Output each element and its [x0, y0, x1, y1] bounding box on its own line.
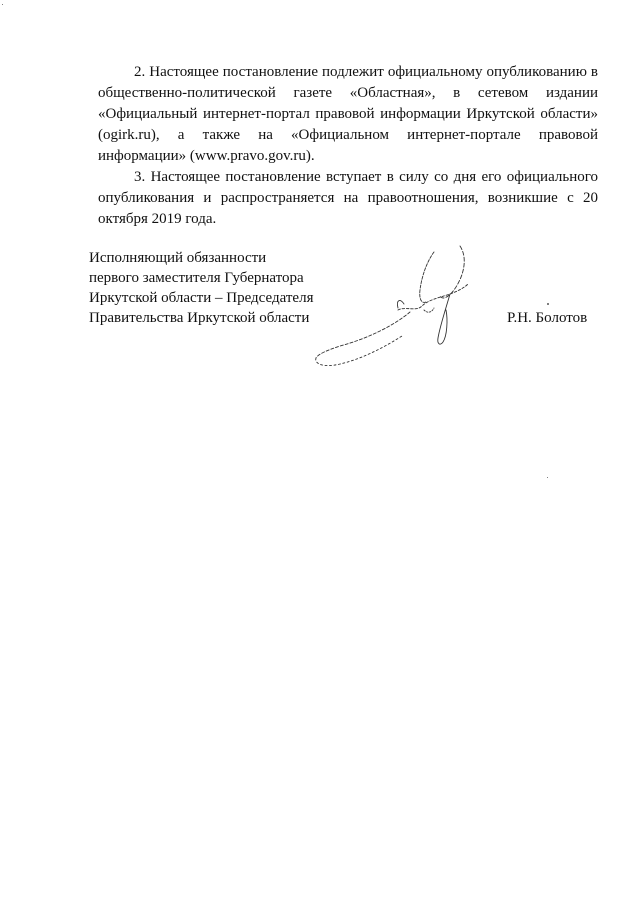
signatory-title — [89, 248, 313, 328]
scan-speck — [547, 477, 548, 478]
signatory-title-line: Иркутской области – Председателя — [89, 290, 314, 306]
paragraph-publication: 2. Настоящее постановление подлежит официальному опубликованию в общественно-политической газете «Областная», в сетевом издании «Официальный интернет-портал правовой информации Иркутской области» (ogirk.ru), а также на «Официальном интернет-портале правовой информации» (www.pravo.gov.ru). — [98, 64, 598, 164]
paragraph-effective-date: 3. Настоящее постановление вступает в силу со дня его официального опубликования и распространяется на правоотношения, возникшие с 20 октября 2019 года. — [98, 169, 598, 227]
signatory-title-line: Исполняющий обязанности — [89, 250, 267, 266]
signatory-title-line: Правительства Иркутской области — [89, 310, 310, 326]
scan-speck — [2, 4, 3, 5]
signatory-name: Р.Н. Болотов — [507, 310, 588, 326]
signatory-title-line: первого заместителя Губернатора — [89, 270, 304, 286]
scan-speck — [547, 303, 549, 305]
document-body — [98, 62, 598, 230]
handwritten-signature — [300, 238, 490, 378]
